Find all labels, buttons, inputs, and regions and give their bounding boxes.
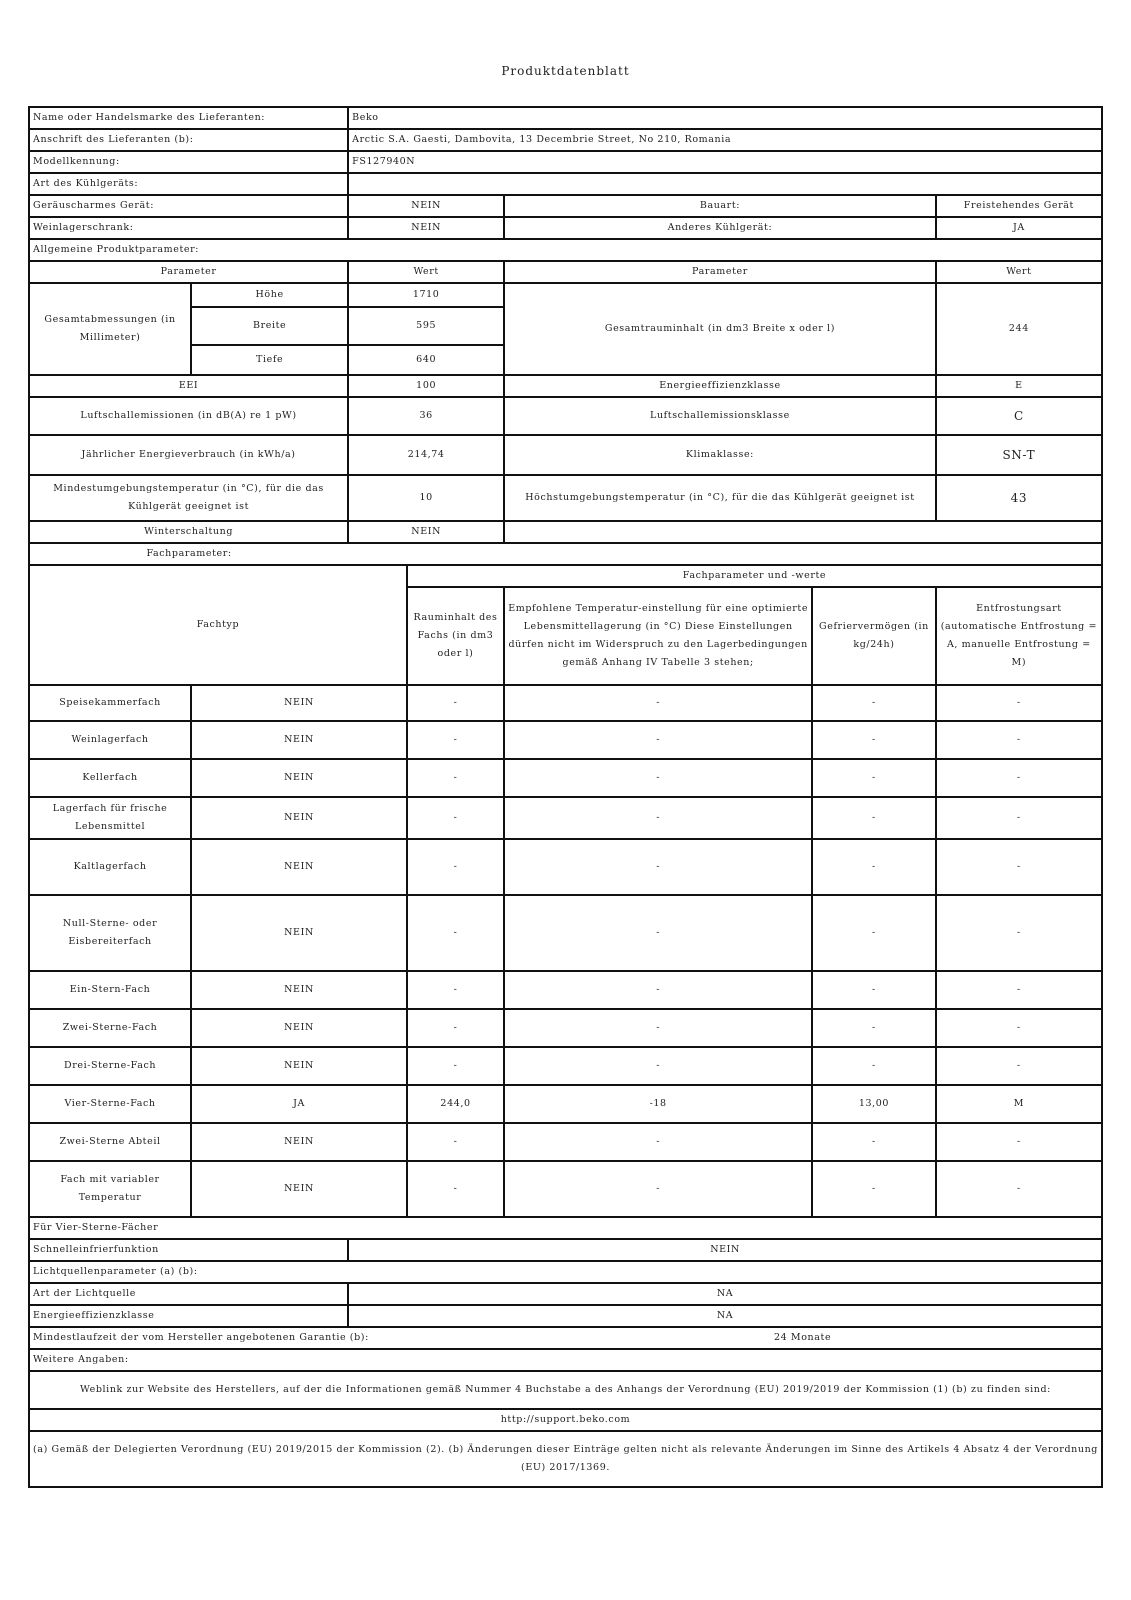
compartment-defrost: - (936, 839, 1102, 895)
general-section-row (29, 239, 1102, 261)
eei-row (29, 375, 1102, 397)
light-class-value: NA (348, 1305, 1102, 1327)
max-temperature-label: Höchstumgebungstemperatur (in °C), für die das Kühlgerät geeignet ist (504, 475, 936, 521)
compartment-row (29, 721, 1102, 759)
compartment-row (29, 1161, 1102, 1217)
light-class-label: Energieeffizienzklasse (29, 1305, 348, 1327)
compartment-temperature: - (504, 759, 812, 797)
compartment-defrost: - (936, 797, 1102, 839)
freezing-capacity-header: Gefriervermögen (in kg/24h) (812, 587, 936, 685)
compartment-temperature: - (504, 895, 812, 971)
compartment-name: Kellerfach (29, 759, 191, 797)
compartment-present: NEIN (191, 839, 407, 895)
other-appliance-label: Anderes Kühlgerät: (504, 217, 936, 239)
document-title: Produktdatenblatt (501, 64, 630, 78)
winter-switch-empty (504, 521, 1102, 543)
energy-class-value: E (936, 375, 1102, 397)
min-temperature-value: 10 (348, 475, 504, 521)
appliance-type-label: Art des Kühlgeräts: (29, 173, 348, 195)
compartment-row (29, 1123, 1102, 1161)
winter-switch-label: Winterschaltung (29, 521, 348, 543)
compartment-present: NEIN (191, 895, 407, 971)
url-row (29, 1409, 1102, 1431)
model-label: Modellkennung: (29, 151, 348, 173)
compartment-name: Lagerfach für frische Lebensmittel (29, 797, 191, 839)
compartment-temperature: - (504, 839, 812, 895)
compartment-temperature: - (504, 797, 812, 839)
compartment-section-row (29, 543, 1102, 565)
compartment-volume: - (407, 1161, 504, 1217)
climate-class-value: SN-T (936, 435, 1102, 475)
compartment-row (29, 1047, 1102, 1085)
compartment-freezing-capacity: - (812, 685, 936, 721)
compartment-freezing-capacity: - (812, 1123, 936, 1161)
compartment-present: NEIN (191, 797, 407, 839)
weblink-row (29, 1371, 1102, 1409)
compartment-name: Vier-Sterne-Fach (29, 1085, 191, 1123)
compartment-freezing-capacity: - (812, 895, 936, 971)
compartment-defrost: - (936, 1161, 1102, 1217)
volume-label: Gesamtrauminhalt (in dm3 Breite x oder l) (504, 283, 936, 375)
compartment-defrost: - (936, 971, 1102, 1009)
compartment-defrost: - (936, 1009, 1102, 1047)
compartment-volume: 244,0 (407, 1085, 504, 1123)
light-section-row (29, 1261, 1102, 1283)
model-row (29, 151, 1102, 173)
compartment-name: Ein-Stern-Fach (29, 971, 191, 1009)
compartment-defrost: - (936, 685, 1102, 721)
footnotes: (a) Gemäß der Delegierten Verordnung (EU) 2019/2015 der Kommission (2). (b) Änderungen dieser Einträge gelten nicht als relevante Änderungen im Sinne des Artikels 4 Absatz 4 der Verordnung (EU) 2017/1369. (29, 1431, 1102, 1487)
compartment-present: JA (191, 1085, 407, 1123)
compartment-freezing-capacity: - (812, 721, 936, 759)
compartment-name: Kaltlagerfach (29, 839, 191, 895)
compartment-type-header: Fachtyp (29, 565, 407, 685)
compartment-volume: - (407, 1009, 504, 1047)
energy-class-label: Energieeffizienzklasse (504, 375, 936, 397)
compartment-freezing-capacity: - (812, 971, 936, 1009)
other-appliance-value: JA (936, 217, 1102, 239)
compartment-name: Null-Sterne- oder Eisbereiterfach (29, 895, 191, 971)
warranty-row (29, 1327, 1102, 1349)
more-info-row (29, 1349, 1102, 1371)
param-header-1: Parameter (29, 261, 348, 283)
volume-header: Rauminhalt des Fachs (in dm3 oder l) (407, 587, 504, 685)
appliance-type-value (348, 173, 1102, 195)
fast-freeze-row (29, 1239, 1102, 1261)
general-section-label: Allgemeine Produktparameter: (29, 239, 1102, 261)
supplier-name-label: Name oder Handelsmarke des Lieferanten: (29, 107, 348, 129)
compartment-row (29, 1009, 1102, 1047)
energy-consumption-value: 214,74 (348, 435, 504, 475)
low-noise-value: NEIN (348, 195, 504, 217)
compartment-temperature: - (504, 971, 812, 1009)
compartment-volume: - (407, 685, 504, 721)
compartment-defrost: - (936, 721, 1102, 759)
param-header-2: Parameter (504, 261, 936, 283)
warranty-value: 24 Monate (504, 1327, 1102, 1349)
compartment-defrost: - (936, 759, 1102, 797)
value-header-2: Wert (936, 261, 1102, 283)
compartment-name: Zwei-Sterne Abteil (29, 1123, 191, 1161)
climate-class-label: Klimaklasse: (504, 435, 936, 475)
compartment-present: NEIN (191, 1009, 407, 1047)
volume-value: 244 (936, 283, 1102, 375)
compartment-name: Drei-Sterne-Fach (29, 1047, 191, 1085)
compartment-present: NEIN (191, 1047, 407, 1085)
fast-freeze-label: Schnelleinfrierfunktion (29, 1239, 348, 1261)
depth-label: Tiefe (191, 345, 348, 375)
compartment-defrost: - (936, 895, 1102, 971)
support-url-link[interactable]: http://support.beko.com (29, 1409, 1102, 1431)
depth-value: 640 (348, 345, 504, 375)
compartment-volume: - (407, 839, 504, 895)
compartment-temperature: -18 (504, 1085, 812, 1123)
noise-class-value: C (936, 397, 1102, 435)
compartment-present: NEIN (191, 971, 407, 1009)
compartment-temperature: - (504, 1047, 812, 1085)
compartment-name: Weinlagerfach (29, 721, 191, 759)
compartment-present: NEIN (191, 721, 407, 759)
height-value: 1710 (348, 283, 504, 307)
fast-freeze-value: NEIN (348, 1239, 1102, 1261)
compartment-volume: - (407, 797, 504, 839)
compartment-defrost: - (936, 1047, 1102, 1085)
dimensions-label: Gesamtabmessungen (in Millimeter) (29, 283, 191, 375)
supplier-address-row (29, 129, 1102, 151)
general-header-row (29, 261, 1102, 283)
compartment-volume: - (407, 971, 504, 1009)
wine-storage-row (29, 217, 1102, 239)
width-value: 595 (348, 307, 504, 345)
compartment-name: Fach mit variabler Temperatur (29, 1161, 191, 1217)
compartment-values-header: Fachparameter und -werte (407, 565, 1102, 587)
warranty-label: Mindestlaufzeit der vom Hersteller angebotenen Garantie (b): (29, 1327, 504, 1349)
model-value: FS127940N (348, 151, 1102, 173)
defrost-type-header: Entfrostungsart (automatische Entfrostung = A, manuelle Entfrostung = M) (936, 587, 1102, 685)
notes-row (29, 1431, 1102, 1487)
noise-class-label: Luftschallemissionsklasse (504, 397, 936, 435)
four-star-section-label: Für Vier-Sterne-Fächer (29, 1217, 1102, 1239)
appliance-type-row (29, 173, 1102, 195)
compartment-header-row-1 (29, 565, 1102, 587)
max-temperature-value: 43 (936, 475, 1102, 521)
compartment-volume: - (407, 1123, 504, 1161)
light-class-row (29, 1305, 1102, 1327)
compartment-freezing-capacity: - (812, 1047, 936, 1085)
winter-switch-row (29, 521, 1102, 543)
compartment-temperature: - (504, 685, 812, 721)
four-star-section-row (29, 1217, 1102, 1239)
low-noise-label: Geräuscharmes Gerät: (29, 195, 348, 217)
wine-storage-label: Weinlagerschrank: (29, 217, 348, 239)
compartment-freezing-capacity: - (812, 1161, 936, 1217)
compartment-row (29, 895, 1102, 971)
supplier-address-value: Arctic S.A. Gaesti, Dambovita, 13 Decembrie Street, No 210, Romania (348, 129, 1102, 151)
compartment-row (29, 1085, 1102, 1123)
supplier-name-value: Beko (348, 107, 1102, 129)
height-label: Höhe (191, 283, 348, 307)
light-type-label: Art der Lichtquelle (29, 1283, 348, 1305)
compartment-row (29, 759, 1102, 797)
supplier-name-row (29, 107, 1102, 129)
compartment-present: NEIN (191, 1123, 407, 1161)
compartment-present: NEIN (191, 759, 407, 797)
compartment-freezing-capacity: 13,00 (812, 1085, 936, 1123)
weblink-text: Weblink zur Website des Herstellers, auf der die Informationen gemäß Nummer 4 Buchstabe a des Anhangs der Verordnung (EU) 2019/2019 der Kommission (1) (b) zu finden sind: (29, 1371, 1102, 1409)
noise-emission-label: Luftschallemissionen (in dB(A) re 1 pW) (29, 397, 348, 435)
min-temperature-label: Mindestumgebungstemperatur (in °C), für die das Kühlgerät geeignet ist (29, 475, 348, 521)
temperature-header: Empfohlene Temperatur-einstellung für eine optimierte Lebensmittellagerung (in °C) Diese Einstellungen dürfen nicht im Widerspruch zu den Lagerbedingungen gemäß Anhang IV Tabelle 3 stehen; (504, 587, 812, 685)
compartment-section-empty (348, 543, 1102, 565)
compartment-temperature: - (504, 1009, 812, 1047)
wine-storage-value: NEIN (348, 217, 504, 239)
compartment-name: Zwei-Sterne-Fach (29, 1009, 191, 1047)
compartment-row (29, 797, 1102, 839)
compartment-row (29, 971, 1102, 1009)
eei-label: EEI (29, 375, 348, 397)
compartment-name: Speisekammerfach (29, 685, 191, 721)
compartment-freezing-capacity: - (812, 759, 936, 797)
low-noise-row (29, 195, 1102, 217)
compartment-present: NEIN (191, 685, 407, 721)
noise-emission-value: 36 (348, 397, 504, 435)
compartment-temperature: - (504, 1123, 812, 1161)
supplier-address-label: Anschrift des Lieferanten (b): (29, 129, 348, 151)
compartment-temperature: - (504, 721, 812, 759)
compartment-row (29, 685, 1102, 721)
ambient-temperature-row (29, 475, 1102, 521)
more-info-label: Weitere Angaben: (29, 1349, 1102, 1371)
width-label: Breite (191, 307, 348, 345)
design-value: Freistehendes Gerät (936, 195, 1102, 217)
compartment-defrost: - (936, 1123, 1102, 1161)
compartment-freezing-capacity: - (812, 839, 936, 895)
light-type-row (29, 1283, 1102, 1305)
height-row (29, 283, 1102, 307)
light-type-value: NA (348, 1283, 1102, 1305)
energy-consumption-label: Jährlicher Energieverbrauch (in kWh/a) (29, 435, 348, 475)
compartment-volume: - (407, 759, 504, 797)
value-header-1: Wert (348, 261, 504, 283)
product-data-table (28, 106, 1103, 1488)
eei-value: 100 (348, 375, 504, 397)
compartment-defrost: M (936, 1085, 1102, 1123)
design-label: Bauart: (504, 195, 936, 217)
compartment-freezing-capacity: - (812, 797, 936, 839)
compartment-temperature: - (504, 1161, 812, 1217)
compartment-volume: - (407, 1047, 504, 1085)
compartment-present: NEIN (191, 1161, 407, 1217)
compartment-row (29, 839, 1102, 895)
energy-consumption-row (29, 435, 1102, 475)
compartment-freezing-capacity: - (812, 1009, 936, 1047)
compartment-volume: - (407, 895, 504, 971)
noise-emission-row (29, 397, 1102, 435)
compartment-section-label: Fachparameter: (29, 543, 348, 565)
light-section-label: Lichtquellenparameter (a) (b): (29, 1261, 1102, 1283)
compartment-volume: - (407, 721, 504, 759)
winter-switch-value: NEIN (348, 521, 504, 543)
